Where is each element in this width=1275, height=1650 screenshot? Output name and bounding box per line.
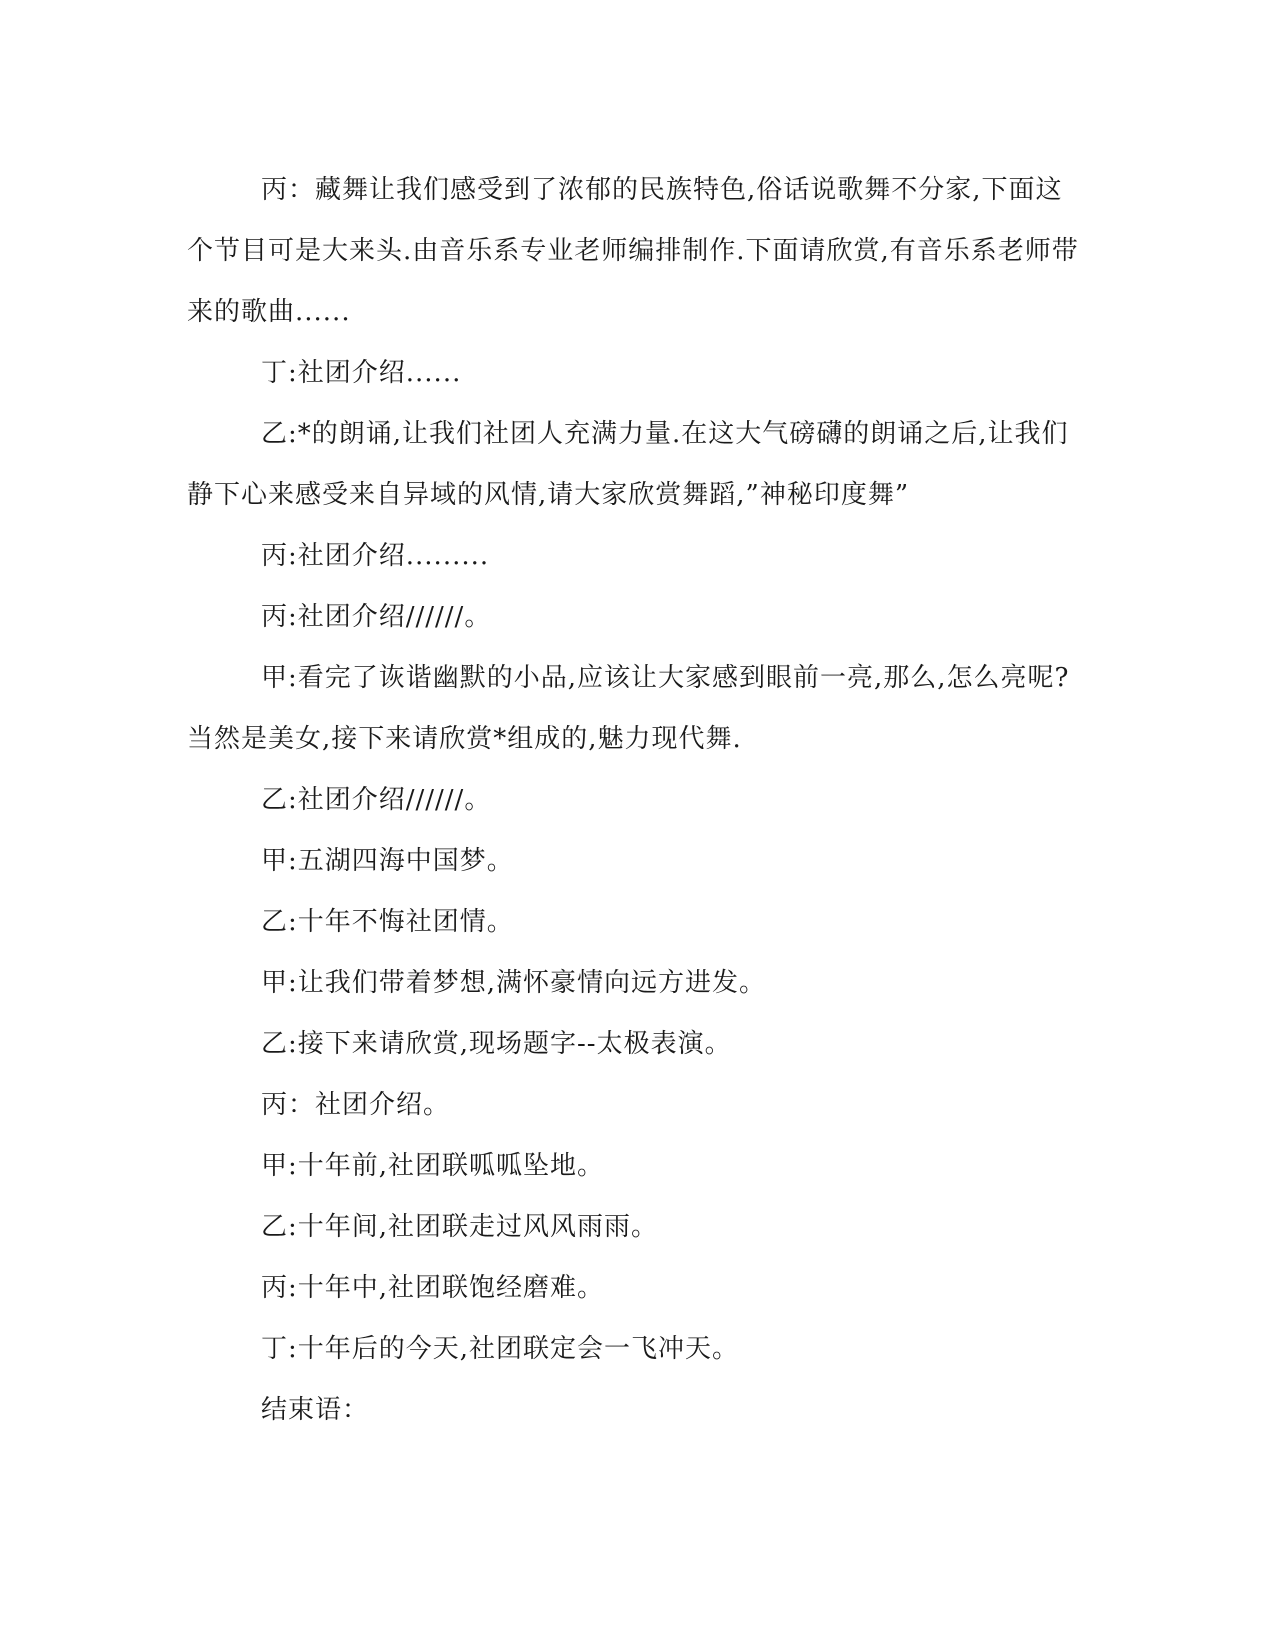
paragraph-14: 乙:十年间,社团联走过风风雨雨。	[261, 1212, 659, 1242]
document-body	[187, 160, 1080, 1441]
paragraph-2: 丁:社团介绍......	[261, 358, 462, 388]
paragraph-16: 丁:十年后的今天,社团联定会一飞冲天。	[261, 1334, 740, 1364]
paragraph-8: 甲:五湖四海中国梦。	[261, 846, 514, 876]
paragraph-5: 丙:社团介绍//////。	[261, 602, 492, 632]
paragraph-1: 丙：藏舞让我们感受到了浓郁的民族特色,俗话说歌舞不分家,下面这个节目可是大来头.由音乐系专业老师编排制作.下面请欣赏,有音乐系老师带来的歌曲......	[187, 175, 1079, 327]
paragraph-6: 甲:看完了诙谐幽默的小品,应该让大家感到眼前一亮,那么,怎么亮呢?当然是美女,接下来请欣赏*组成的,魅力现代舞.	[187, 663, 1070, 754]
paragraph-13: 甲:十年前,社团联呱呱坠地。	[261, 1151, 605, 1181]
paragraph-10: 甲:让我们带着梦想,满怀豪情向远方进发。	[261, 968, 767, 998]
paragraph-7: 乙:社团介绍//////。	[261, 785, 492, 815]
paragraph-11: 乙:接下来请欣赏,现场题字--太极表演。	[261, 1029, 732, 1059]
paragraph-17: 结束语：	[261, 1395, 370, 1425]
paragraph-4: 丙:社团介绍.........	[261, 541, 490, 571]
paragraph-3: 乙:*的朗诵,让我们社团人充满力量.在这大气磅礴的朗诵之后,让我们静下心来感受来自异域的风情,请大家欣赏舞蹈,”神秘印度舞”	[187, 419, 1069, 510]
paragraph-12: 丙：社团介绍。	[261, 1090, 451, 1120]
paragraph-9: 乙:十年不悔社团情。	[261, 907, 514, 937]
paragraph-15: 丙:十年中,社团联饱经磨难。	[261, 1273, 605, 1303]
